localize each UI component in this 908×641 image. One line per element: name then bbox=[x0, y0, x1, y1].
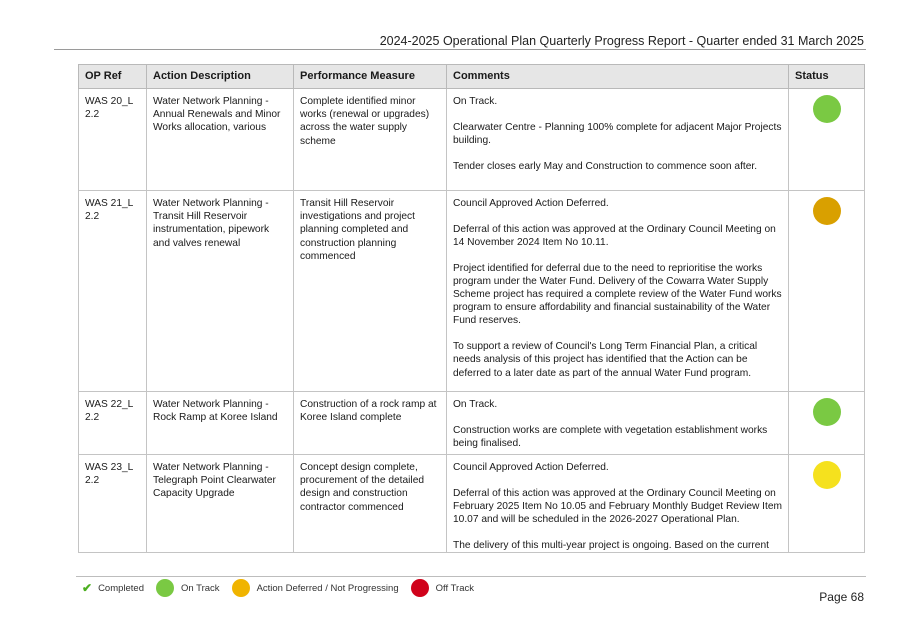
op-ref-cell: WAS 20_L 2.2 bbox=[79, 89, 147, 191]
status-indicator-dot bbox=[813, 197, 841, 225]
status-indicator-dot bbox=[813, 398, 841, 426]
status-indicator-dot bbox=[813, 461, 841, 489]
op-ref-cell: WAS 21_L 2.2 bbox=[79, 191, 147, 392]
performance-measure-cell: Concept design complete, procurement of the detailed design and construction contractor commenced bbox=[294, 455, 447, 553]
comment-paragraph: Tender closes early May and Construction to commence soon after. bbox=[453, 160, 758, 172]
comment-paragraph: To support a review of Council's Long Term Financial Plan, a critical needs analysis of this project has identified that the Action can be deferred to a later date as part of the annual Water Fund program. bbox=[453, 341, 758, 379]
table-row bbox=[79, 191, 865, 392]
performance-measure-cell: Complete identified minor works (renewal or upgrades) across the water supply scheme bbox=[294, 89, 447, 191]
comment-paragraph: Deferral of this action was approved at the Ordinary Council Meeting on 14 November 2024 Item No 10.11. bbox=[453, 223, 776, 248]
comment-paragraph: Clearwater Centre - Planning 100% complete for adjacent Major Projects building. bbox=[453, 121, 782, 146]
status-indicator-dot bbox=[813, 95, 841, 123]
header-divider bbox=[54, 49, 866, 50]
green-circle-icon bbox=[156, 579, 174, 597]
red-circle-icon bbox=[411, 579, 429, 597]
action-description-cell: Water Network Planning - Transit Hill Reservoir instrumentation, pipework and valves renewal bbox=[147, 191, 294, 392]
op-ref-cell: WAS 22_L 2.2 bbox=[79, 392, 147, 455]
column-header-measure: Performance Measure bbox=[294, 65, 447, 89]
status-legend bbox=[82, 579, 486, 597]
column-header-comments: Comments bbox=[447, 65, 789, 89]
page-number: Page 68 bbox=[819, 590, 864, 604]
table-row bbox=[79, 455, 865, 553]
footer-divider bbox=[76, 576, 866, 577]
legend-label: On Track bbox=[181, 582, 220, 594]
table-row bbox=[79, 89, 865, 191]
legend-label: Action Deferred / Not Progressing bbox=[256, 582, 399, 594]
action-description-cell: Water Network Planning - Telegraph Point Clearwater Capacity Upgrade bbox=[147, 455, 294, 553]
table-header-row bbox=[79, 65, 865, 89]
status-cell bbox=[789, 392, 865, 455]
comments-cell bbox=[447, 191, 789, 392]
status-cell bbox=[789, 89, 865, 191]
comment-paragraph: The delivery of this multi-year project is ongoing. Based on the current bbox=[453, 539, 769, 551]
performance-measure-cell: Transit Hill Reservoir investigations and project planning completed and construction planning commenced bbox=[294, 191, 447, 392]
legend-label: Off Track bbox=[435, 582, 474, 594]
progress-table bbox=[78, 64, 865, 553]
table-row bbox=[79, 392, 865, 455]
amber-circle-icon bbox=[232, 579, 250, 597]
legend-label: Completed bbox=[98, 582, 145, 594]
legend-item-off-track bbox=[411, 579, 474, 597]
action-description-cell: Water Network Planning - Annual Renewals and Minor Works allocation, various bbox=[147, 89, 294, 191]
comment-paragraph: On Track. bbox=[453, 399, 498, 410]
comments-cell bbox=[447, 392, 789, 455]
status-cell bbox=[789, 455, 865, 553]
column-header-op-ref: OP Ref bbox=[79, 65, 147, 89]
comment-paragraph: Construction works are complete with vegetation establishment works being finalised. bbox=[453, 424, 768, 449]
comment-paragraph: Council Approved Action Deferred. bbox=[453, 198, 609, 209]
comments-cell bbox=[447, 455, 789, 553]
performance-measure-cell: Construction of a rock ramp at Koree Island complete bbox=[294, 392, 447, 455]
checkmark-icon: ✔ bbox=[82, 581, 93, 595]
comment-paragraph: On Track. bbox=[453, 96, 498, 107]
action-description-cell: Water Network Planning - Rock Ramp at Koree Island bbox=[147, 392, 294, 455]
comment-paragraph: Council Approved Action Deferred. bbox=[453, 462, 609, 473]
legend-item-deferred bbox=[232, 579, 399, 597]
legend-item-completed bbox=[82, 581, 144, 595]
column-header-action: Action Description bbox=[147, 65, 294, 89]
comments-cell bbox=[447, 89, 789, 191]
column-header-status: Status bbox=[789, 65, 865, 89]
op-ref-cell: WAS 23_L 2.2 bbox=[79, 455, 147, 553]
status-cell bbox=[789, 191, 865, 392]
comment-paragraph: Deferral of this action was approved at the Ordinary Council Meeting on February 2025 Item No 10.05 and February Monthly Budget Review Item 10.07 and will be scheduled in the 2026-2027 Operational Plan. bbox=[453, 487, 782, 526]
legend-item-on-track bbox=[156, 579, 220, 597]
report-header-title: 2024-2025 Operational Plan Quarterly Progress Report - Quarter ended 31 March 2025 bbox=[379, 34, 864, 48]
comment-paragraph: Project identified for deferral due to the need to reprioritise the works program under the Water Fund. Delivery of the Cowarra Water Supply Scheme project has required a complete review of the Water Fund works program to ensure affordability and financial sustainability of the Water Fund reserves. bbox=[453, 262, 782, 327]
